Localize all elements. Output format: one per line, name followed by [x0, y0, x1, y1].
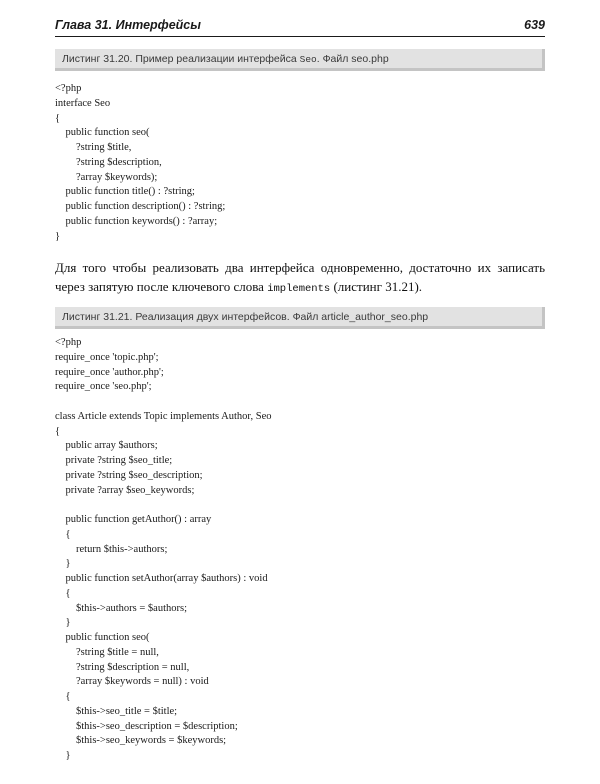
- page-number: 639: [524, 18, 545, 32]
- code-line: require_once 'author.php';: [55, 366, 164, 378]
- code-line: $this->seo_title = $title;: [55, 705, 178, 717]
- listing-caption: [55, 49, 545, 71]
- code-line: public function seo(: [55, 632, 150, 643]
- code-line: <?php: [55, 83, 82, 94]
- body-paragraph: [55, 258, 545, 299]
- code-line: $this->seo_keywords = $keywords;: [55, 735, 227, 747]
- paragraph-text-end: (листинг 31.21).: [330, 279, 423, 294]
- code-line: {: [55, 587, 71, 599]
- code-line: ?array $keywords);: [55, 171, 158, 183]
- listing-caption: Листинг 31.21. Реализация двух интерфейсов. Файл article_author_seo.php: [55, 307, 545, 329]
- code-line: ?string $title,: [55, 142, 132, 153]
- code-line: ?string $title = null,: [55, 646, 159, 658]
- code-line: {: [55, 425, 61, 437]
- code-line: public function title() : ?string;: [55, 186, 195, 198]
- code-listing: [55, 336, 272, 764]
- code-line: public function description() : ?string;: [55, 201, 226, 212]
- code-line: require_once 'topic.php';: [55, 351, 159, 363]
- code-line: private ?array $seo_keywords;: [55, 484, 195, 496]
- chapter-title: Глава 31. Интерфейсы: [55, 18, 201, 32]
- code-line: [55, 395, 272, 410]
- code-line: public function keywords() : ?array;: [55, 215, 218, 227]
- paragraph-keyword: implements: [267, 283, 331, 295]
- paragraph-text: Для того чтобы реализовать два интерфейса одновременно, достаточно их записать через запятую после ключевого слова: [55, 260, 545, 294]
- code-line: private ?string $seo_title;: [55, 455, 173, 466]
- code-line: $this->authors = $authors;: [55, 602, 187, 614]
- code-line: }: [55, 230, 61, 242]
- code-line: [55, 498, 272, 513]
- listing-caption-suffix: . Файл seo.php: [316, 53, 389, 65]
- code-line: <?php: [55, 337, 82, 348]
- code-line: return $this->authors;: [55, 543, 168, 555]
- code-line: public array $authors;: [55, 440, 158, 452]
- code-line: }: [55, 558, 71, 570]
- code-line: }: [55, 750, 71, 761]
- listing-caption-prefix: Листинг 31.20. Пример реализации интерфейса: [62, 53, 300, 65]
- code-line: require_once 'seo.php';: [55, 381, 152, 393]
- code-line: ?string $description = null,: [55, 661, 190, 673]
- code-line: $this->seo_description = $description;: [55, 720, 238, 732]
- code-line: {: [55, 112, 61, 124]
- code-line: public function seo(: [55, 127, 150, 139]
- code-line: ?array $keywords = null) : void: [55, 676, 209, 688]
- code-line: ?string $description,: [55, 156, 162, 168]
- code-line: {: [55, 691, 71, 702]
- code-line: public function getAuthor() : array: [55, 514, 212, 525]
- code-line: class Article extends Topic implements Author, Seo: [55, 410, 272, 422]
- code-listing: [55, 82, 225, 244]
- code-line: interface Seo: [55, 97, 111, 109]
- code-line: private ?string $seo_description;: [55, 469, 203, 481]
- code-line: }: [55, 617, 71, 629]
- code-line: {: [55, 528, 71, 540]
- running-header: [55, 16, 545, 37]
- code-line: public function setAuthor(array $authors) : void: [55, 573, 268, 584]
- listing-caption-code: Seo: [299, 54, 317, 65]
